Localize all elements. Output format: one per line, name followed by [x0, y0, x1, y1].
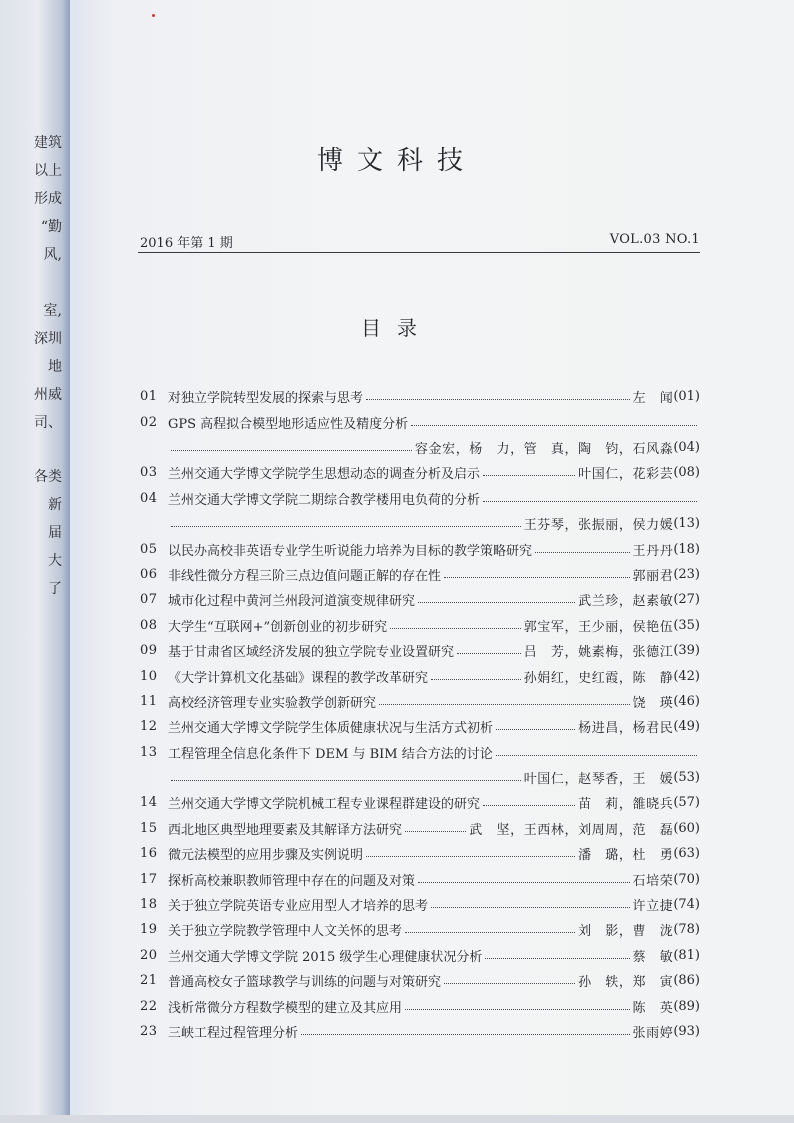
dot-leader [444, 577, 629, 578]
entry-authors: 陈 英 [632, 1000, 674, 1016]
gutter-text-line: 州威 [34, 387, 62, 403]
dot-leader [483, 501, 697, 502]
entry-authors: 容金宏，杨 力，管 真，陶 钧，石风淼 [414, 441, 674, 457]
entry-number: 03 [140, 465, 158, 481]
dot-leader [431, 679, 521, 680]
gutter-text-line: 各类 [34, 469, 62, 485]
entry-number: 15 [140, 820, 158, 836]
entry-page: (89) [673, 998, 700, 1014]
entry-title: 关于独立学院英语专业应用型人才培养的思考 [168, 899, 429, 915]
dot-leader [405, 1009, 629, 1010]
toc-entry [140, 943, 700, 968]
entry-title: 非线性微分方程三阶三点边值问题正解的存在性 [168, 568, 442, 584]
entry-authors: 吕 芳，姚素梅，张德江 [523, 645, 674, 661]
entry-authors: 苗 莉，雒晓兵 [578, 797, 674, 813]
entry-authors: 王丹丹 [632, 543, 674, 559]
toc-line [140, 409, 700, 434]
dot-leader [485, 958, 629, 959]
gutter-text-line: 大 [48, 553, 62, 569]
toc-line [140, 587, 700, 612]
toc-entry [140, 460, 700, 485]
entry-authors: 孙 轶，郑 寅 [578, 975, 674, 991]
toc-entry [140, 663, 700, 688]
header-rule [138, 252, 700, 253]
dot-leader [171, 780, 521, 781]
entry-number: 07 [140, 592, 158, 608]
toc-line [140, 384, 700, 409]
gutter-text-line: 建筑 [34, 135, 62, 151]
entry-authors: 刘 影，曹 泷 [578, 924, 674, 940]
entry-page: (70) [673, 871, 700, 887]
toc-line-continued [140, 435, 700, 460]
gutter-text-line: 室, [43, 303, 62, 319]
entry-authors: 郭宝军，王少丽，侯艳伍 [523, 619, 674, 635]
entry-title: 《大学计算机文化基础》课程的教学改革研究 [168, 670, 429, 686]
entry-authors: 武兰珍，赵素敏 [578, 594, 674, 610]
toc-line [140, 562, 700, 587]
entry-title: 浅析常微分方程数学模型的建立及其应用 [168, 1000, 403, 1016]
dot-leader [301, 1034, 629, 1035]
toc-entry [140, 790, 700, 815]
entry-page: (60) [673, 820, 700, 836]
dot-leader [431, 907, 629, 908]
entry-page: (18) [673, 541, 700, 557]
entry-page: (42) [673, 668, 700, 684]
entry-title: 兰州交通大学博文学院机械工程专业课程群建设的研究 [168, 797, 481, 813]
gutter-text-line: 形成 [34, 191, 62, 207]
dot-leader [483, 805, 575, 806]
entry-number: 02 [140, 414, 158, 430]
entry-title: 西北地区典型地理要素及其解译方法研究 [168, 822, 403, 838]
toc-line [140, 993, 700, 1018]
toc-line [140, 841, 700, 866]
entry-number: 14 [140, 795, 158, 811]
journal-title: 博文科技 [316, 146, 477, 176]
entry-number: 16 [140, 846, 158, 862]
dot-leader [411, 425, 697, 426]
issue-date: 2016 年第 1 期 [140, 236, 233, 251]
entry-title: 高校经济管理专业实验教学创新研究 [168, 695, 377, 711]
toc-line [140, 714, 700, 739]
volume-number: VOL.03 NO.1 [609, 232, 700, 247]
toc-line [140, 740, 700, 765]
entry-title: 基于甘肃省区域经济发展的独立学院专业设置研究 [168, 645, 455, 661]
toc-entry [140, 638, 700, 663]
entry-title: 普通高校女子篮球教学与训练的问题与对策研究 [168, 975, 442, 991]
toc-line [140, 613, 700, 638]
toc-entry [140, 486, 700, 537]
gutter-text-line: 新 [48, 497, 62, 513]
entry-page: (57) [673, 795, 700, 811]
dot-leader [457, 653, 521, 654]
toc-heading: 目录 [361, 316, 433, 340]
entry-authors: 饶 瑛 [632, 695, 674, 711]
gutter-text-line: 地 [48, 359, 62, 375]
entry-number: 13 [140, 744, 158, 760]
page-bottom-edge [0, 1115, 794, 1123]
entry-page: (93) [673, 1024, 700, 1039]
dot-leader [366, 856, 575, 857]
entry-page: (86) [673, 973, 700, 989]
entry-authors: 郭丽君 [632, 568, 674, 584]
toc-line [140, 943, 700, 968]
gutter-text-line: 届 [48, 525, 62, 541]
entry-page: (81) [673, 947, 700, 963]
entry-page: (39) [673, 643, 700, 659]
entry-number: 08 [140, 617, 158, 633]
entry-number: 04 [140, 490, 158, 506]
entry-title: 三峡工程过程管理分析 [168, 1026, 299, 1041]
entry-title: 城市化过程中黄河兰州段河道演变规律研究 [168, 594, 416, 610]
toc-entry [140, 1019, 700, 1044]
toc-entry [140, 409, 700, 460]
toc-entry [140, 384, 700, 409]
entry-page: (27) [673, 592, 700, 608]
dot-leader [405, 932, 575, 933]
table-of-contents [140, 384, 700, 1044]
entry-title: 兰州交通大学博文学院二期综合教学楼用电负荷的分析 [168, 492, 481, 508]
entry-authors: 石培荣 [632, 873, 674, 889]
toc-entry [140, 613, 700, 638]
entry-title: 微元法模型的应用步骤及实例说明 [168, 848, 364, 864]
entry-page: (08) [673, 465, 700, 481]
gutter-text-line: 司、 [34, 415, 62, 431]
toc-line [140, 689, 700, 714]
entry-authors: 蔡 敏 [632, 949, 674, 965]
toc-line [140, 917, 700, 942]
dot-leader [535, 552, 629, 553]
entry-title: 对独立学院转型发展的探索与思考 [168, 391, 364, 407]
dot-leader [390, 628, 521, 629]
entry-title: 关于独立学院教学管理中人文关怀的思考 [168, 924, 403, 940]
toc-entry [140, 917, 700, 942]
toc-line [140, 663, 700, 688]
dot-leader [496, 755, 697, 756]
toc-line [140, 968, 700, 993]
entry-page: (74) [673, 897, 700, 913]
toc-line [140, 892, 700, 917]
toc-line [140, 816, 700, 841]
toc-entry [140, 866, 700, 891]
entry-authors: 杨进昌，杨君民 [578, 721, 674, 737]
entry-number: 18 [140, 897, 158, 913]
entry-title: 以民办高校非英语专业学生听说能力培养为目标的教学策略研究 [168, 543, 533, 559]
toc-entry [140, 689, 700, 714]
toc-entry [140, 562, 700, 587]
toc-entry [140, 841, 700, 866]
entry-authors: 孙娟红，史红霞，陈 静 [523, 670, 674, 686]
entry-number: 01 [140, 389, 158, 405]
toc-line [140, 460, 700, 485]
entry-page: (35) [673, 617, 700, 633]
entry-number: 23 [140, 1024, 158, 1039]
dot-leader [171, 526, 521, 527]
dot-leader [483, 475, 575, 476]
entry-authors: 左 闻 [632, 391, 674, 407]
entry-number: 05 [140, 541, 158, 557]
toc-entry [140, 740, 700, 791]
entry-number: 17 [140, 871, 158, 887]
entry-authors: 王芬琴，张振丽，侯力媛 [523, 518, 674, 534]
entry-title: 兰州交通大学博文学院学生思想动态的调查分析及启示 [168, 467, 481, 483]
entry-number: 21 [140, 973, 158, 989]
toc-entry [140, 968, 700, 993]
entry-title: 兰州交通大学博文学院学生体质健康状况与生活方式初析 [168, 721, 494, 737]
entry-page: (63) [673, 846, 700, 862]
entry-title: 大学生“互联网+”创新创业的初步研究 [168, 619, 388, 635]
gutter-text-line: “勤 [40, 219, 62, 235]
dot-leader [379, 704, 629, 705]
entry-number: 12 [140, 719, 158, 735]
toc-entry [140, 892, 700, 917]
entry-page: (53) [673, 770, 700, 786]
toc-line [140, 790, 700, 815]
entry-authors: 张雨婷 [632, 1026, 674, 1041]
entry-title: GPS 高程拟合模型地形适应性及精度分析 [168, 416, 409, 432]
entry-authors: 武 坚，王西林，刘周周，范 磊 [469, 822, 674, 838]
entry-title: 工程管理全信息化条件下 DEM 与 BIM 结合方法的讨论 [168, 746, 493, 762]
dot-leader [171, 450, 412, 451]
entry-authors: 叶国仁，赵琴香，王 媛 [523, 772, 674, 788]
gutter-text-line: 以上 [34, 163, 62, 179]
entry-number: 09 [140, 643, 158, 659]
entry-page: (01) [673, 389, 700, 405]
dot-leader [405, 831, 466, 832]
entry-number: 10 [140, 668, 158, 684]
gutter-text-line: 深圳 [34, 331, 62, 347]
entry-page: (78) [673, 922, 700, 938]
scan-speck [152, 14, 155, 17]
toc-entry [140, 587, 700, 612]
entry-page: (23) [673, 566, 700, 582]
dot-leader [444, 983, 575, 984]
toc-entry [140, 714, 700, 739]
toc-line [140, 638, 700, 663]
entry-title: 探析高校兼职教师管理中存在的问题及对策 [168, 873, 416, 889]
toc-line [140, 486, 700, 511]
entry-page: (04) [673, 439, 700, 455]
toc-entry [140, 816, 700, 841]
toc-line [140, 536, 700, 561]
dot-leader [366, 399, 629, 400]
toc-line [140, 866, 700, 891]
dot-leader [418, 602, 575, 603]
toc-line [140, 1019, 700, 1044]
toc-entry [140, 536, 700, 561]
dot-leader [496, 729, 575, 730]
entry-page: (49) [673, 719, 700, 735]
entry-authors: 潘 璐，杜 勇 [578, 848, 674, 864]
entry-number: 22 [140, 998, 158, 1014]
toc-line-continued [140, 511, 700, 536]
entry-authors: 叶国仁，花彩芸 [578, 467, 674, 483]
entry-number: 19 [140, 922, 158, 938]
gutter-text-line: 风, [43, 247, 62, 263]
toc-line-continued [140, 765, 700, 790]
dot-leader [418, 882, 629, 883]
entry-page: (13) [673, 516, 700, 532]
entry-page: (46) [673, 693, 700, 709]
entry-authors: 许立捷 [632, 899, 674, 915]
gutter-text-line: 了 [48, 581, 62, 597]
entry-number: 06 [140, 566, 158, 582]
entry-number: 20 [140, 947, 158, 963]
toc-entry [140, 993, 700, 1018]
entry-title: 兰州交通大学博文学院 2015 级学生心理健康状况分析 [168, 949, 483, 965]
entry-number: 11 [140, 693, 158, 709]
